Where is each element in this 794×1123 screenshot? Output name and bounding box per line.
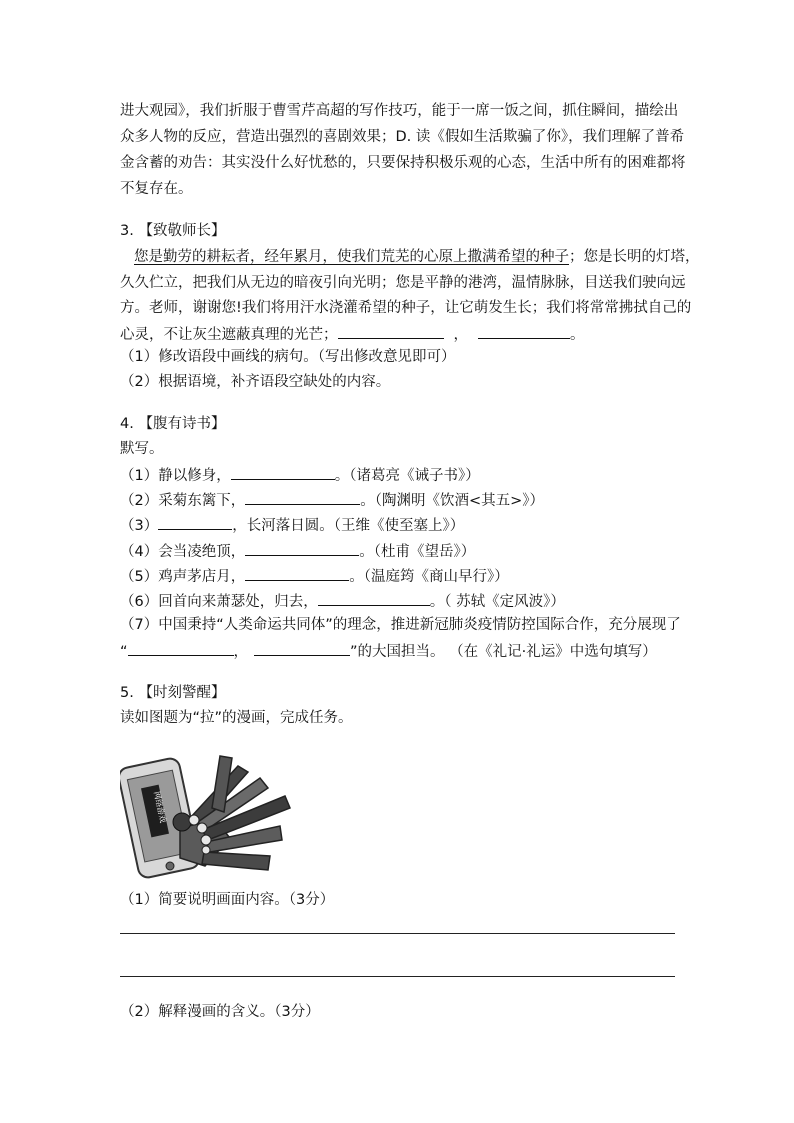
q3-line-2: 久久伫立，把我们从无边的暗夜引向光明；您是平静的港湾，温情脉脉，目送我们驶向远 <box>120 275 686 291</box>
q3-sub-2: （2）根据语境，补齐语段空缺处的内容。 <box>120 374 391 390</box>
q4-blank-7a[interactable] <box>128 640 234 656</box>
intro-line-2: 众多人物的反应，营造出强烈的喜剧效果；D. 读《假如生活欺骗了你》，我们理解了普希 <box>120 129 685 145</box>
q3-line-4-c: 。 <box>570 327 585 343</box>
q4-blank-3[interactable] <box>158 514 232 530</box>
q3-heading: 3. 【致敬师长】 <box>120 223 226 239</box>
q3-line-4-a: 心灵，不让灰尘遮蔽真理的光芒； <box>120 327 338 343</box>
answer-line-1[interactable] <box>120 933 675 934</box>
q3-line-4-b: ， <box>453 327 468 343</box>
q4-item-5-prompt: （5）鸡声茅店月， <box>120 569 246 585</box>
intro-line-3: 金含蓄的劝告：其实没什么好忧愁的，只要保持积极乐观的心态，生活中所有的困难都将 <box>120 155 686 171</box>
q4-item-7-comma: ， <box>233 644 249 660</box>
q4-blank-5[interactable] <box>245 565 349 581</box>
q5-sub-2: （2）解释漫画的含义。（3分） <box>120 1004 320 1020</box>
q4-item-6 <box>120 590 565 610</box>
q4-blank-1[interactable] <box>231 464 335 480</box>
q4-item-5 <box>120 565 509 585</box>
q4-blank-7b[interactable] <box>254 640 350 656</box>
q4-item-7-line-1: （7）中国秉持“人类命运共同体”的理念，推进新冠肺炎疫情防控国际合作，充分展现了 <box>120 617 681 633</box>
q5-intro: 读如图题为“拉”的漫画，完成任务。 <box>120 710 353 726</box>
q4-blank-2[interactable] <box>245 489 360 505</box>
q4-item-7-open-quote: “ <box>120 644 128 660</box>
q4-item-6-source: 。（ 苏轼《定风波》） <box>429 594 565 610</box>
q3-blank-2[interactable] <box>478 323 570 339</box>
cartoon-image <box>120 748 296 880</box>
q4-item-4-source: 。（杜甫《望岳》） <box>359 544 476 560</box>
intro-line-4: 不复存在。 <box>120 181 193 197</box>
q4-item-6-prompt: （6）回首向来萧瑟处，归去， <box>120 594 318 610</box>
q4-item-7-line-2 <box>120 640 657 660</box>
q4-item-7-source: ”的大国担当。 （在《礼记·礼运》中选句填写） <box>350 644 657 660</box>
q4-item-4-prompt: （4）会当凌绝顶， <box>120 544 246 560</box>
q3-line-3: 方。老师，谢谢您!我们将用汗水浇灌希望的种子，让它萌发生长；我们将常常拂拭自己的 <box>120 300 692 316</box>
q4-blank-4[interactable] <box>245 540 359 556</box>
q4-instruction: 默写。 <box>120 441 164 457</box>
q3-blank-1[interactable] <box>338 323 444 339</box>
q4-item-2 <box>120 489 544 509</box>
q5-sub-1: （1）简要说明画面内容。（3分） <box>120 892 335 908</box>
q4-item-3-prompt: （3） <box>120 518 159 534</box>
q4-item-1 <box>120 464 480 484</box>
q4-item-3 <box>120 514 464 534</box>
q3-underlined-sentence: 您是勤劳的耕耘者，经年累月，使我们荒芜的心原上撒满希望的种子 <box>134 249 569 265</box>
q4-item-4 <box>120 540 475 560</box>
q4-item-2-prompt: （2）采菊东篱下， <box>120 493 246 509</box>
intro-line-1: 进大观园》，我们折服于曹雪芹高超的写作技巧，能于一席一饭之间，抓住瞬间，描绘出 <box>120 103 679 119</box>
q4-item-5-source: 。（温庭筠《商山早行》） <box>349 569 509 585</box>
q3-line-1-rest: ；您是长明的灯塔， <box>569 249 700 265</box>
q5-heading: 5. 【时刻警醒】 <box>120 685 226 701</box>
phone-label: 网络游戏 <box>152 790 168 824</box>
answer-line-2[interactable] <box>120 976 675 977</box>
q4-item-1-source: 。（诸葛亮《诫子书》） <box>334 468 480 484</box>
q3-line-4 <box>120 323 585 343</box>
q4-blank-6[interactable] <box>318 590 430 606</box>
q4-item-2-source: 。（陶渊明《饮酒<其五>》） <box>360 493 545 509</box>
q4-item-1-prompt: （1）静以修身， <box>120 468 231 484</box>
q4-heading: 4. 【腹有诗书】 <box>120 416 226 432</box>
q3-line-1 <box>134 247 700 267</box>
q4-item-3-source: ，长河落日圆。（王维《使至塞上》） <box>232 518 465 534</box>
q3-sub-1: （1）修改语段中画线的病句。（写出修改意见即可） <box>120 349 456 365</box>
